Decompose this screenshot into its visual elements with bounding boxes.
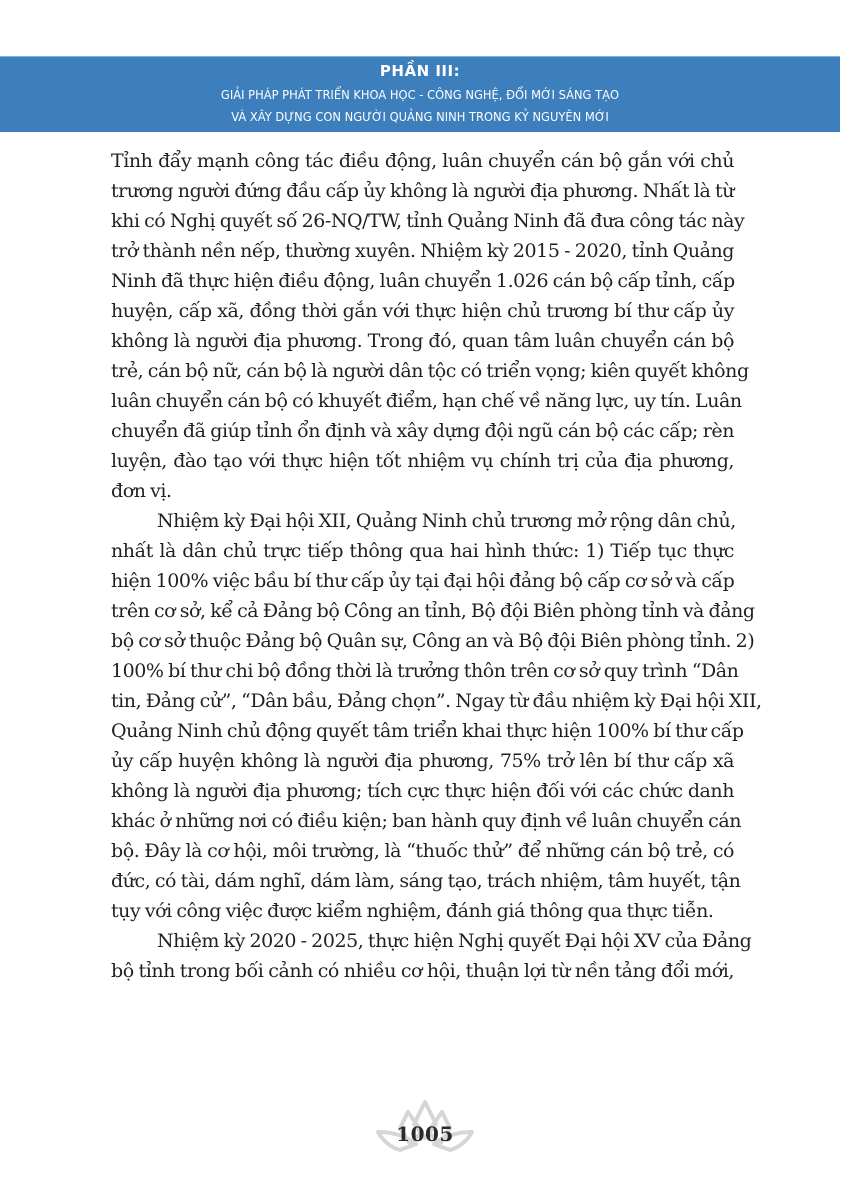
text-line: luyện, đào tạo với thực hiện tốt nhiệm vụ chính trị của địa phương, — [111, 450, 734, 472]
part-subtitle-line-1: GIẢI PHÁP PHÁT TRIỂN KHOA HỌC - CÔNG NGHỆ, ĐỔI MỚI SÁNG TẠO — [220, 87, 620, 102]
text-line: trở thành nền nếp, thường xuyên. Nhiệm kỳ 2015 - 2020, tỉnh Quảng — [111, 240, 734, 262]
text-line: tin, Đảng cử”, “Dân bầu, Đảng chọn”. Ngay từ đầu nhiệm kỳ Đại hội XII, — [111, 690, 762, 712]
text-line: luân chuyển cán bộ có khuyết điểm, hạn chế về năng lực, uy tín. Luân — [111, 390, 742, 412]
part-title: PHẦN III: — [379, 62, 461, 80]
text-line: trương người đứng đầu cấp ủy không là người địa phương. Nhất là từ — [111, 180, 734, 202]
body-text — [111, 146, 762, 986]
text-line: bộ tỉnh trong bối cảnh có nhiều cơ hội, thuận lợi từ nền tảng đổi mới, — [111, 960, 734, 982]
text-line: chuyển đã giúp tỉnh ổn định và xây dựng đội ngũ cán bộ các cấp; rèn — [111, 420, 734, 442]
paragraph-3 — [111, 926, 752, 986]
paragraph-2 — [111, 506, 762, 926]
text-line: Nhiệm kỳ Đại hội XII, Quảng Ninh chủ trương mở rộng dân chủ, — [157, 510, 736, 532]
page-footer — [370, 1098, 480, 1158]
text-line: huyện, cấp xã, đồng thời gắn với thực hiện chủ trương bí thư cấp ủy — [111, 300, 734, 322]
text-line: nhất là dân chủ trực tiếp thông qua hai hình thức: 1) Tiếp tục thực — [111, 540, 734, 562]
text-line: Ninh đã thực hiện điều động, luân chuyển 1.026 cán bộ cấp tỉnh, cấp — [111, 270, 735, 292]
text-line: Tỉnh đẩy mạnh công tác điều động, luân chuyển cán bộ gắn với chủ — [111, 150, 734, 172]
chapter-header-banner — [0, 56, 840, 132]
text-line: bộ cơ sở thuộc Đảng bộ Quân sự, Công an và Bộ đội Biên phòng tỉnh. 2) — [111, 630, 755, 652]
text-line: không là người địa phương. Trong đó, quan tâm luân chuyển cán bộ — [111, 330, 734, 352]
text-line: đức, có tài, dám nghĩ, dám làm, sáng tạo, trách nhiệm, tâm huyết, tận — [111, 870, 741, 892]
paragraph-1 — [111, 146, 749, 506]
text-line: Quảng Ninh chủ động quyết tâm triển khai thực hiện 100% bí thư cấp — [111, 720, 744, 742]
text-line: bộ. Đây là cơ hội, môi trường, là “thuốc thử” để những cán bộ trẻ, có — [111, 840, 734, 862]
text-line: ủy cấp huyện không là người địa phương, 75% trở lên bí thư cấp xã — [111, 750, 734, 772]
text-line: không là người địa phương; tích cực thực hiện đối với các chức danh — [111, 780, 734, 802]
text-line: trẻ, cán bộ nữ, cán bộ là người dân tộc có triển vọng; kiên quyết không — [111, 360, 749, 382]
text-line: đơn vị. — [111, 480, 172, 502]
text-line: 100% bí thư chi bộ đồng thời là trưởng thôn trên cơ sở quy trình “Dân — [111, 660, 739, 682]
text-line: trên cơ sở, kể cả Đảng bộ Công an tỉnh, Bộ đội Biên phòng tỉnh và đảng — [111, 600, 755, 622]
text-line: hiện 100% việc bầu bí thư cấp ủy tại đại hội đảng bộ cấp cơ sở và cấp — [111, 570, 735, 592]
text-line: khi có Nghị quyết số 26-NQ/TW, tỉnh Quảng Ninh đã đưa công tác này — [111, 210, 745, 232]
page-number: 1005 — [396, 1122, 454, 1146]
text-line: tụy với công việc được kiểm nghiệm, đánh giá thông qua thực tiễn. — [111, 900, 714, 922]
text-line: Nhiệm kỳ 2020 - 2025, thực hiện Nghị quyết Đại hội XV của Đảng — [157, 930, 752, 952]
text-line: khác ở những nơi có điều kiện; ban hành quy định về luân chuyển cán — [111, 810, 742, 832]
part-subtitle-line-2: VÀ XÂY DỰNG CON NGƯỜI QUẢNG NINH TRONG KỶ NGUYÊN MỚI — [231, 109, 609, 124]
